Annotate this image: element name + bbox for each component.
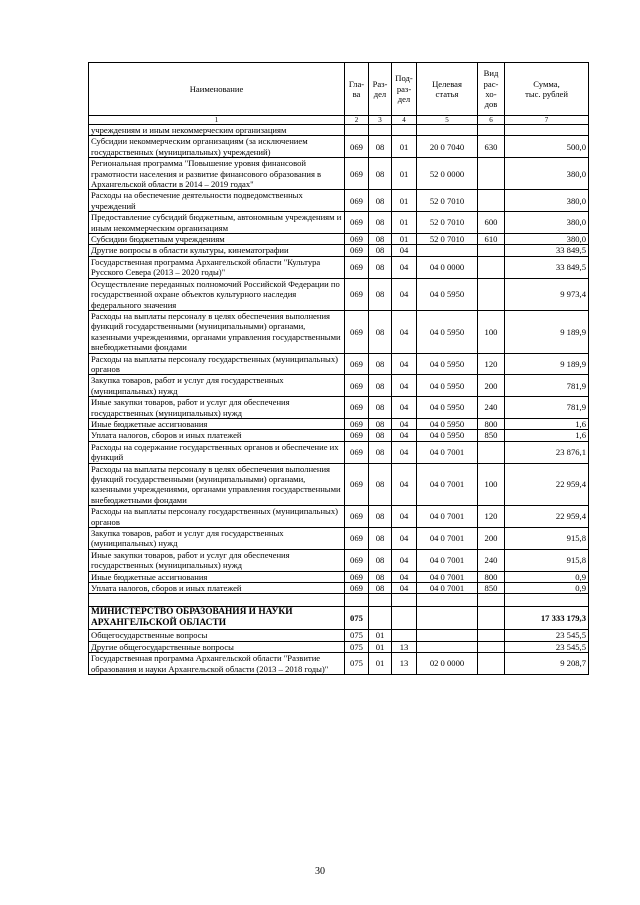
table-row bbox=[89, 418, 589, 429]
row-glava: 069 bbox=[345, 245, 369, 256]
row-razdel: 08 bbox=[369, 245, 392, 256]
row-glava: 069 bbox=[345, 158, 369, 190]
row-summa: 1,6 bbox=[505, 418, 589, 429]
row-name: Субсидии некоммерческим организациям (за исключением государственных (муниципальных) учреждений) bbox=[89, 136, 345, 158]
header-summa-label: Сумма, тыс. рублей bbox=[525, 78, 568, 99]
row-name: Закупка товаров, работ и услуг для государственных (муниципальных) нужд bbox=[89, 375, 345, 397]
budget-table bbox=[88, 62, 589, 675]
row-name: Расходы на выплаты персоналу в целях обеспечения выполнения функций государственными (муниципальными) органами, казенными учреждениями, органами управления государственными внебюджетными фондами bbox=[89, 463, 345, 506]
row-razdel: 01 bbox=[369, 653, 392, 675]
table-row bbox=[89, 430, 589, 441]
row-glava: 069 bbox=[345, 571, 369, 582]
row-razdel: 08 bbox=[369, 528, 392, 550]
row-name: Осуществление переданных полномочий Российской Федерации по государственной охране объектов культурного наследия федерального значения bbox=[89, 278, 345, 310]
row-glava: 075 bbox=[345, 641, 369, 652]
row-podrazdel: 04 bbox=[392, 278, 417, 310]
table-row bbox=[89, 441, 589, 463]
header-podrazdel-label: Под- раз- дел bbox=[395, 73, 413, 105]
column-number: 4 bbox=[392, 116, 417, 125]
row-name: Иные бюджетные ассигнования bbox=[89, 418, 345, 429]
row-glava: 069 bbox=[345, 583, 369, 594]
row-name: Уплата налогов, сборов и иных платежей bbox=[89, 583, 345, 594]
row-podrazdel: 04 bbox=[392, 353, 417, 375]
row-razdel: 08 bbox=[369, 397, 392, 419]
row-summa: 23 876,1 bbox=[505, 441, 589, 463]
row-summa: 33 849,5 bbox=[505, 245, 589, 256]
row-name: Расходы на выплаты персоналу в целях обеспечения выполнения функций государственными (муниципальными) органами, казенными учреждениями, органами управления государственными внебюджетными фондами bbox=[89, 310, 345, 353]
row-podrazdel: 04 bbox=[392, 506, 417, 528]
row-name: МИНИСТЕРСТВО ОБРАЗОВАНИЯ И НАУКИ АРХАНГЕЛЬСКОЙ ОБЛАСТИ bbox=[89, 607, 345, 630]
row-razdel: 08 bbox=[369, 256, 392, 278]
row-summa: 380,0 bbox=[505, 234, 589, 245]
table-row bbox=[89, 630, 589, 641]
row-razdel: 08 bbox=[369, 463, 392, 506]
row-summa: 17 333 179,3 bbox=[505, 607, 589, 630]
row-razdel: 08 bbox=[369, 158, 392, 190]
row-podrazdel: 04 bbox=[392, 397, 417, 419]
row-razdel: 08 bbox=[369, 506, 392, 528]
row-celevaya-statya: 04 0 5950 bbox=[417, 430, 478, 441]
row-celevaya-statya: 04 0 7001 bbox=[417, 528, 478, 550]
row-name: Закупка товаров, работ и услуг для государственных (муниципальных) нужд bbox=[89, 528, 345, 550]
row-vid-rashodov: 100 bbox=[478, 310, 505, 353]
header-name-label: Наименование bbox=[189, 83, 244, 94]
row-vid-rashodov bbox=[478, 190, 505, 212]
row-name: Государственная программа Архангельской области "Культура Русского Севера (2013 – 2020 годы)" bbox=[89, 256, 345, 278]
row-podrazdel: 01 bbox=[392, 234, 417, 245]
row-celevaya-statya bbox=[417, 594, 478, 607]
row-glava: 069 bbox=[345, 310, 369, 353]
header-vid-label: Вид рас- хо- дов bbox=[483, 68, 499, 110]
row-summa: 9 189,9 bbox=[505, 353, 589, 375]
row-glava bbox=[345, 125, 369, 136]
row-celevaya-statya: 04 0 7001 bbox=[417, 441, 478, 463]
row-razdel: 08 bbox=[369, 136, 392, 158]
row-celevaya-statya: 04 0 0000 bbox=[417, 256, 478, 278]
row-celevaya-statya: 04 0 5950 bbox=[417, 418, 478, 429]
header-summa bbox=[505, 63, 589, 116]
table-row bbox=[89, 190, 589, 212]
row-razdel: 08 bbox=[369, 583, 392, 594]
row-name: Иные закупки товаров, работ и услуг для обеспечения государственных (муниципальных) нужд bbox=[89, 397, 345, 419]
row-vid-rashodov: 850 bbox=[478, 583, 505, 594]
row-glava: 069 bbox=[345, 234, 369, 245]
row-razdel bbox=[369, 607, 392, 630]
row-celevaya-statya: 52 0 7010 bbox=[417, 234, 478, 245]
row-celevaya-statya: 04 0 7001 bbox=[417, 571, 478, 582]
row-name: Региональная программа "Повышение уровня финансовой грамотности населения и развитие финансового образования в Архангельской области в 2014 – 2019 годах" bbox=[89, 158, 345, 190]
header-razdel-label: Раз- дел bbox=[372, 78, 388, 99]
row-vid-rashodov: 120 bbox=[478, 353, 505, 375]
page-number: 30 bbox=[315, 866, 325, 877]
row-celevaya-statya bbox=[417, 607, 478, 630]
row-summa: 781,9 bbox=[505, 397, 589, 419]
column-number: 7 bbox=[505, 116, 589, 125]
row-podrazdel bbox=[392, 630, 417, 641]
table-row bbox=[89, 245, 589, 256]
column-number: 2 bbox=[345, 116, 369, 125]
row-podrazdel bbox=[392, 594, 417, 607]
row-razdel: 08 bbox=[369, 278, 392, 310]
row-summa: 781,9 bbox=[505, 375, 589, 397]
header-vid bbox=[478, 63, 505, 116]
row-name: Расходы на выплаты персоналу государственных (муниципальных) органов bbox=[89, 353, 345, 375]
row-podrazdel: 04 bbox=[392, 583, 417, 594]
row-razdel bbox=[369, 594, 392, 607]
row-vid-rashodov: 630 bbox=[478, 136, 505, 158]
row-razdel: 01 bbox=[369, 630, 392, 641]
row-celevaya-statya: 04 0 5950 bbox=[417, 310, 478, 353]
row-celevaya-statya: 52 0 0000 bbox=[417, 158, 478, 190]
table-row bbox=[89, 549, 589, 571]
row-summa: 9 973,4 bbox=[505, 278, 589, 310]
row-glava: 069 bbox=[345, 430, 369, 441]
row-summa: 380,0 bbox=[505, 158, 589, 190]
row-podrazdel: 01 bbox=[392, 190, 417, 212]
table-row bbox=[89, 256, 589, 278]
row-podrazdel: 04 bbox=[392, 441, 417, 463]
header-name bbox=[89, 63, 345, 116]
row-podrazdel: 04 bbox=[392, 310, 417, 353]
row-name: Предоставление субсидий бюджетным, автономным учреждениям и иным некоммерческим организациям bbox=[89, 212, 345, 234]
row-vid-rashodov bbox=[478, 441, 505, 463]
table-row bbox=[89, 641, 589, 652]
row-razdel: 08 bbox=[369, 441, 392, 463]
row-podrazdel: 04 bbox=[392, 418, 417, 429]
row-vid-rashodov bbox=[478, 125, 505, 136]
row-celevaya-statya: 04 0 7001 bbox=[417, 506, 478, 528]
table-row bbox=[89, 158, 589, 190]
row-summa: 1,6 bbox=[505, 430, 589, 441]
row-vid-rashodov: 850 bbox=[478, 430, 505, 441]
table-row bbox=[89, 353, 589, 375]
row-vid-rashodov: 600 bbox=[478, 212, 505, 234]
row-vid-rashodov bbox=[478, 607, 505, 630]
row-glava: 069 bbox=[345, 353, 369, 375]
row-glava: 075 bbox=[345, 607, 369, 630]
row-celevaya-statya: 52 0 7010 bbox=[417, 212, 478, 234]
row-vid-rashodov bbox=[478, 256, 505, 278]
row-celevaya-statya: 04 0 5950 bbox=[417, 278, 478, 310]
row-vid-rashodov bbox=[478, 641, 505, 652]
row-podrazdel: 04 bbox=[392, 256, 417, 278]
row-name: Иные закупки товаров, работ и услуг для обеспечения государственных (муниципальных) нужд bbox=[89, 549, 345, 571]
table-row bbox=[89, 375, 589, 397]
row-celevaya-statya bbox=[417, 630, 478, 641]
row-summa: 22 959,4 bbox=[505, 506, 589, 528]
table-row bbox=[89, 397, 589, 419]
row-glava: 069 bbox=[345, 256, 369, 278]
row-podrazdel: 04 bbox=[392, 549, 417, 571]
row-glava: 069 bbox=[345, 463, 369, 506]
row-glava: 069 bbox=[345, 136, 369, 158]
row-glava: 069 bbox=[345, 441, 369, 463]
row-summa: 23 545,5 bbox=[505, 641, 589, 652]
row-summa: 33 849,5 bbox=[505, 256, 589, 278]
row-name: Другие общегосударственные вопросы bbox=[89, 641, 345, 652]
row-glava: 069 bbox=[345, 278, 369, 310]
row-name bbox=[89, 594, 345, 607]
row-summa: 500,0 bbox=[505, 136, 589, 158]
row-razdel: 08 bbox=[369, 353, 392, 375]
row-summa: 0,9 bbox=[505, 571, 589, 582]
row-vid-rashodov bbox=[478, 653, 505, 675]
row-summa bbox=[505, 125, 589, 136]
header-glava-label: Гла- ва bbox=[348, 78, 365, 99]
row-summa: 380,0 bbox=[505, 190, 589, 212]
row-podrazdel: 04 bbox=[392, 571, 417, 582]
row-vid-rashodov: 800 bbox=[478, 571, 505, 582]
column-number: 6 bbox=[478, 116, 505, 125]
row-glava: 069 bbox=[345, 418, 369, 429]
row-name: Субсидии бюджетным учреждениям bbox=[89, 234, 345, 245]
row-razdel: 08 bbox=[369, 310, 392, 353]
row-vid-rashodov: 120 bbox=[478, 506, 505, 528]
row-podrazdel: 13 bbox=[392, 641, 417, 652]
table-row bbox=[89, 136, 589, 158]
row-razdel: 08 bbox=[369, 571, 392, 582]
row-summa: 23 545,5 bbox=[505, 630, 589, 641]
row-glava: 069 bbox=[345, 190, 369, 212]
row-glava: 069 bbox=[345, 212, 369, 234]
row-vid-rashodov bbox=[478, 278, 505, 310]
row-summa: 22 959,4 bbox=[505, 463, 589, 506]
header-podrazdel bbox=[392, 63, 417, 116]
row-glava: 069 bbox=[345, 397, 369, 419]
row-summa bbox=[505, 594, 589, 607]
row-celevaya-statya bbox=[417, 641, 478, 652]
row-podrazdel bbox=[392, 125, 417, 136]
row-summa: 9 208,7 bbox=[505, 653, 589, 675]
table-row bbox=[89, 528, 589, 550]
header-celevaya-label: Целевая статья bbox=[432, 78, 462, 99]
table-row bbox=[89, 278, 589, 310]
row-vid-rashodov bbox=[478, 630, 505, 641]
row-name: учреждениям и иным некоммерческим организациям bbox=[89, 125, 345, 136]
table-row bbox=[89, 571, 589, 582]
row-celevaya-statya: 04 0 7001 bbox=[417, 463, 478, 506]
table-row bbox=[89, 594, 589, 607]
row-razdel: 08 bbox=[369, 234, 392, 245]
row-glava: 069 bbox=[345, 375, 369, 397]
column-number: 1 bbox=[89, 116, 345, 125]
row-name: Иные бюджетные ассигнования bbox=[89, 571, 345, 582]
row-celevaya-statya: 04 0 7001 bbox=[417, 583, 478, 594]
row-summa: 380,0 bbox=[505, 212, 589, 234]
row-celevaya-statya: 02 0 0000 bbox=[417, 653, 478, 675]
row-podrazdel bbox=[392, 607, 417, 630]
row-vid-rashodov: 200 bbox=[478, 375, 505, 397]
header-glava bbox=[345, 63, 369, 116]
row-celevaya-statya: 04 0 7001 bbox=[417, 549, 478, 571]
row-razdel: 08 bbox=[369, 418, 392, 429]
row-name: Государственная программа Архангельской области "Развитие образования и науки Архангельской области (2013 – 2018 годы)" bbox=[89, 653, 345, 675]
row-celevaya-statya bbox=[417, 245, 478, 256]
row-podrazdel: 13 bbox=[392, 653, 417, 675]
row-name: Расходы на содержание государственных органов и обеспечение их функций bbox=[89, 441, 345, 463]
row-podrazdel: 01 bbox=[392, 136, 417, 158]
row-podrazdel: 04 bbox=[392, 375, 417, 397]
table-row bbox=[89, 125, 589, 136]
table-row bbox=[89, 506, 589, 528]
row-summa: 915,8 bbox=[505, 528, 589, 550]
row-podrazdel: 04 bbox=[392, 463, 417, 506]
row-razdel: 08 bbox=[369, 430, 392, 441]
row-glava: 075 bbox=[345, 653, 369, 675]
row-name: Уплата налогов, сборов и иных платежей bbox=[89, 430, 345, 441]
row-name: Расходы на выплаты персоналу государственных (муниципальных) органов bbox=[89, 506, 345, 528]
row-name: Другие вопросы в области культуры, кинематографии bbox=[89, 245, 345, 256]
row-vid-rashodov: 240 bbox=[478, 549, 505, 571]
row-podrazdel: 01 bbox=[392, 158, 417, 190]
row-vid-rashodov: 100 bbox=[478, 463, 505, 506]
table-row bbox=[89, 653, 589, 675]
row-celevaya-statya: 20 0 7040 bbox=[417, 136, 478, 158]
row-razdel: 08 bbox=[369, 375, 392, 397]
row-vid-rashodov: 240 bbox=[478, 397, 505, 419]
row-glava: 069 bbox=[345, 506, 369, 528]
row-vid-rashodov: 800 bbox=[478, 418, 505, 429]
row-podrazdel: 04 bbox=[392, 528, 417, 550]
row-celevaya-statya: 04 0 5950 bbox=[417, 353, 478, 375]
row-razdel bbox=[369, 125, 392, 136]
row-razdel: 08 bbox=[369, 190, 392, 212]
table-row bbox=[89, 212, 589, 234]
row-celevaya-statya: 04 0 5950 bbox=[417, 397, 478, 419]
column-number: 5 bbox=[417, 116, 478, 125]
row-celevaya-statya bbox=[417, 125, 478, 136]
row-razdel: 01 bbox=[369, 641, 392, 652]
row-name: Расходы на обеспечение деятельности подведомственных учреждений bbox=[89, 190, 345, 212]
row-vid-rashodov bbox=[478, 594, 505, 607]
row-glava: 069 bbox=[345, 528, 369, 550]
row-celevaya-statya: 52 0 7010 bbox=[417, 190, 478, 212]
row-glava: 075 bbox=[345, 630, 369, 641]
row-celevaya-statya: 04 0 5950 bbox=[417, 375, 478, 397]
row-glava bbox=[345, 594, 369, 607]
column-number-row bbox=[89, 116, 589, 125]
row-razdel: 08 bbox=[369, 549, 392, 571]
row-summa: 9 189,9 bbox=[505, 310, 589, 353]
row-vid-rashodov bbox=[478, 245, 505, 256]
row-glava: 069 bbox=[345, 549, 369, 571]
table-body bbox=[89, 125, 589, 675]
table-header bbox=[89, 63, 589, 125]
table-row bbox=[89, 463, 589, 506]
row-vid-rashodov: 610 bbox=[478, 234, 505, 245]
row-vid-rashodov bbox=[478, 158, 505, 190]
row-name: Общегосударственные вопросы bbox=[89, 630, 345, 641]
row-summa: 915,8 bbox=[505, 549, 589, 571]
table-row bbox=[89, 583, 589, 594]
column-number: 3 bbox=[369, 116, 392, 125]
row-vid-rashodov: 200 bbox=[478, 528, 505, 550]
table-row bbox=[89, 310, 589, 353]
row-podrazdel: 04 bbox=[392, 430, 417, 441]
table-row bbox=[89, 234, 589, 245]
row-podrazdel: 04 bbox=[392, 245, 417, 256]
row-podrazdel: 01 bbox=[392, 212, 417, 234]
header-razdel bbox=[369, 63, 392, 116]
ministry-row bbox=[89, 607, 589, 630]
row-summa: 0,9 bbox=[505, 583, 589, 594]
row-razdel: 08 bbox=[369, 212, 392, 234]
header-celevaya bbox=[417, 63, 478, 116]
